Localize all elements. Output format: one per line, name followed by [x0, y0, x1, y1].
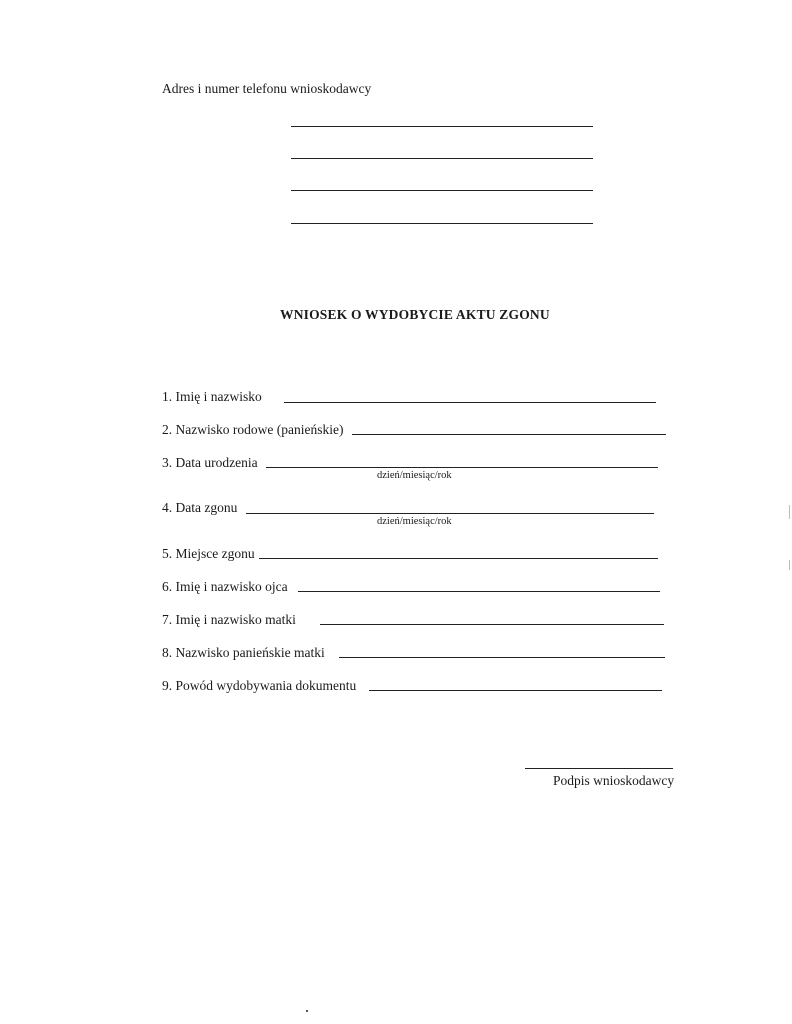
- field-line-full-name[interactable]: [284, 402, 656, 403]
- field-line-mother-maiden-name[interactable]: [339, 657, 665, 658]
- scan-edge-mark: [789, 505, 790, 519]
- field-line-father-name[interactable]: [298, 591, 660, 592]
- field-hint-birth-date: dzień/miesiąc/rok: [377, 470, 452, 481]
- scan-dot: [306, 1010, 308, 1012]
- field-label-death-date: 4. Data zgonu: [162, 500, 238, 515]
- field-label-father-name: 6. Imię i nazwisko ojca: [162, 579, 288, 594]
- address-line-4[interactable]: [291, 223, 593, 224]
- scan-edge-mark: [789, 560, 790, 570]
- field-label-mother-name: 7. Imię i nazwisko matki: [162, 612, 296, 627]
- field-line-request-reason[interactable]: [369, 690, 662, 691]
- form-title: WNIOSEK O WYDOBYCIE AKTU ZGONU: [280, 307, 550, 322]
- field-line-birth-date[interactable]: [266, 467, 658, 468]
- field-line-maiden-name[interactable]: [352, 434, 666, 435]
- address-line-3[interactable]: [291, 190, 593, 191]
- field-line-death-date[interactable]: [246, 513, 654, 514]
- signature-label: Podpis wnioskodawcy: [553, 773, 675, 788]
- field-hint-death-date: dzień/miesiąc/rok: [377, 516, 452, 527]
- address-line-1[interactable]: [291, 126, 593, 127]
- field-label-birth-date: 3. Data urodzenia: [162, 455, 258, 470]
- field-label-death-place: 5. Miejsce zgonu: [162, 546, 255, 561]
- field-line-death-place[interactable]: [259, 558, 658, 559]
- field-label-maiden-name: 2. Nazwisko rodowe (panieńskie): [162, 422, 344, 437]
- signature-line[interactable]: [525, 768, 673, 769]
- field-label-request-reason: 9. Powód wydobywania dokumentu: [162, 678, 357, 693]
- field-label-full-name: 1. Imię i nazwisko: [162, 389, 262, 404]
- address-phone-label: Adres i numer telefonu wnioskodawcy: [162, 81, 372, 96]
- address-line-2[interactable]: [291, 158, 593, 159]
- field-label-mother-maiden-name: 8. Nazwisko panieńskie matki: [162, 645, 325, 660]
- field-line-mother-name[interactable]: [320, 624, 664, 625]
